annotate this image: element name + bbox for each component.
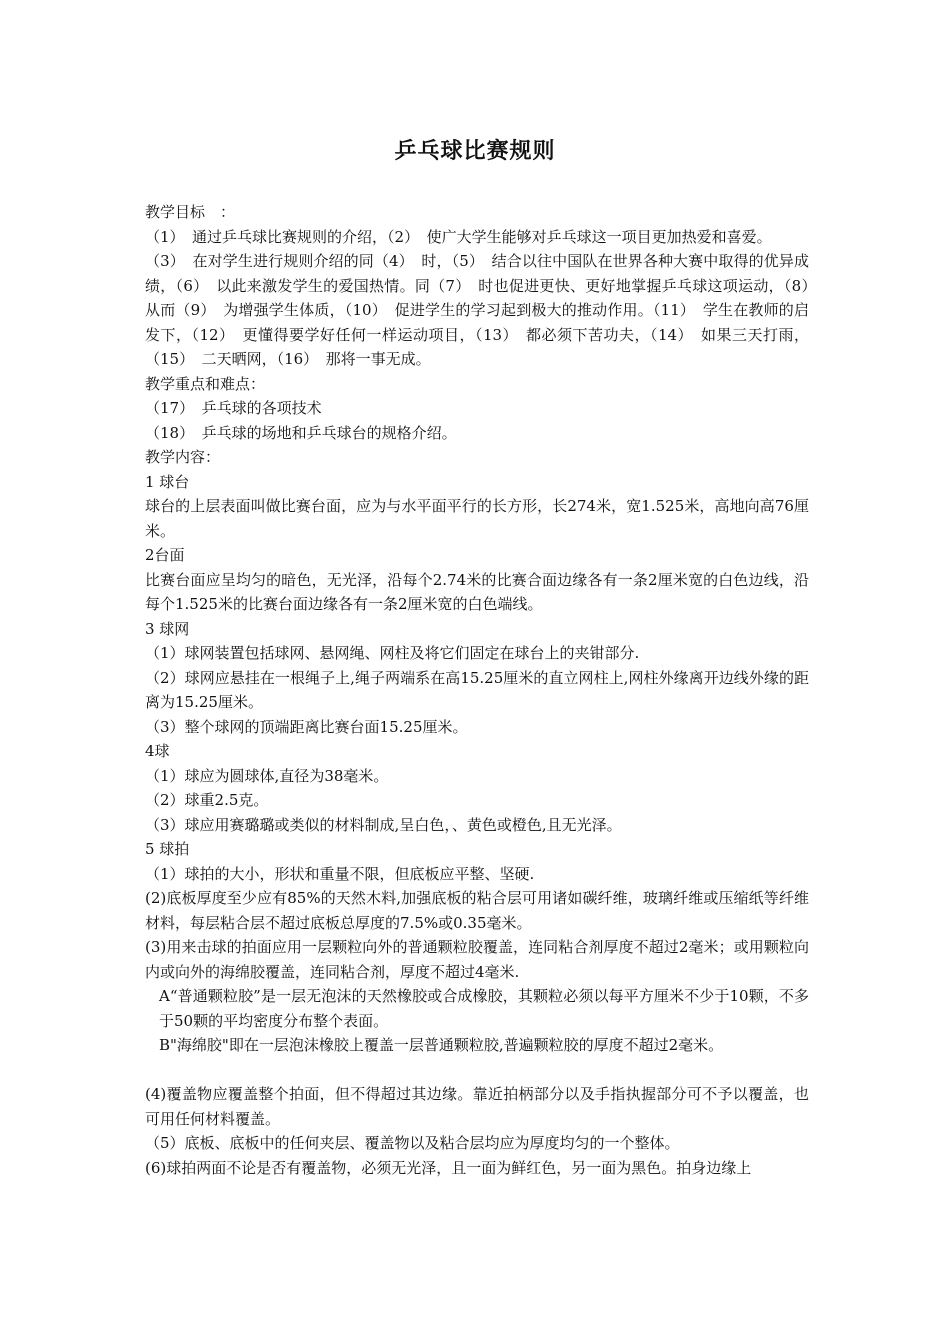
section-heading: 1 球台 bbox=[145, 472, 190, 491]
paragraph: （5）底板、底板中的任何夹层、覆盖物以及粘合层均应为厚度均匀的一个整体。 bbox=[145, 1134, 680, 1152]
section-heading: 4球 bbox=[145, 742, 170, 760]
blank-line bbox=[145, 1058, 809, 1083]
paragraph: 教学内容： bbox=[145, 448, 221, 466]
paragraph: （3）整个球网的顶端距离比赛台面15.25厘米。 bbox=[145, 717, 468, 736]
paragraph: (4)覆盖物应覆盖整个拍面，但不得超过其边缘。靠近拍柄部分以及手指执握部分可不予以覆盖，也可用任何材料覆盖。 bbox=[145, 1085, 809, 1128]
paragraph: （2）球网应悬挂在一根绳子上,绳子两端系在高15.25厘米的直立网柱上,网柱外缘离开边线外缘的距离为15.25厘米。 bbox=[145, 668, 809, 711]
paragraph: （1）球网装置包括球网、悬网绳、网柱及将它们固定在球台上的夹钳部分. bbox=[145, 644, 640, 662]
document-body bbox=[145, 200, 825, 1180]
section-heading: 5 球拍 bbox=[145, 840, 190, 858]
paragraph: 教学目标 ： bbox=[145, 203, 236, 221]
paragraph: A“普通颗粒胶”是一层无泡沫的天然橡胶或合成橡胶，其颗粒必须以每平方厘米不少于10颗，不多于50颗的平均密度分布整个表面。 bbox=[159, 987, 809, 1030]
paragraph: （18） 乒乓球的场地和乒乓球台的规格介绍。 bbox=[145, 423, 457, 442]
paragraph: 球台的上层表面叫做比赛台面，应为与水平面平行的长方形，长274米，宽1.525米，高地向高76厘米。 bbox=[145, 497, 809, 540]
paragraph: （1） 通过乒乓球比赛规则的介绍，（2） 使广大学生能够对乒乓球这一项目更加热爱和喜爱。 bbox=[145, 227, 772, 246]
paragraph: (2)底板厚度至少应有85%的天然木料,加强底板的粘合层可用诸如碳纤维，玻璃纤维或压缩纸等纤维材料，每层粘合层不超过底板总厚度的7.5%或0.35毫米。 bbox=[145, 889, 809, 932]
paragraph: （1）球应为圆球体,直径为38毫米。 bbox=[145, 766, 389, 785]
section-heading: 2台面 bbox=[145, 546, 185, 564]
paragraph: (3)用来击球的拍面应用一层颗粒向外的普通颗粒胶覆盖，连同粘合剂厚度不超过2毫米；或用颗粒向内或向外的海绵胶覆盖，连同粘合剂，厚度不超过4毫米. bbox=[145, 938, 809, 981]
paragraph: (6)球拍两面不论是否有覆盖物，必须无光泽，且一面为鲜红色，另一面为黑色。拍身边缘上 bbox=[145, 1158, 752, 1177]
paragraph: （3） 在对学生进行规则介绍的同（4） 时，（5） 结合以往中国队在世界各种大赛中取得的优异成绩，（6） 以此来激发学生的爱国热情。同（7） 时也促进更快、更好地掌握乒乓球这项运动，（8） 从而（9） 为增强学生体质，（10） 促进学生的学习起到极大的推动作用。（11） 学生在教师的启发下，（12） 更懂得要学好任何一样运动项目，（13） 都必须下苦功夫，（14） 如果三天打雨，（15） 二天晒网，（16） 那将一事无成。 bbox=[145, 252, 825, 368]
section-heading: 3 球网 bbox=[145, 619, 190, 638]
paragraph: B"海绵胶"即在一层泡沫橡胶上覆盖一层普通颗粒胶,普遍颗粒胶的厚度不超过2毫米。 bbox=[159, 1036, 724, 1054]
paragraph: （3）球应用赛璐璐或类似的材料制成,呈白色，、黄色或橙色,且无光泽。 bbox=[145, 815, 622, 834]
document-title: 乒乓球比赛规则 bbox=[394, 139, 556, 164]
paragraph: 教学重点和难点： bbox=[145, 374, 266, 393]
paragraph: （1）球拍的大小，形状和重量不限，但底板应平整、坚硬. bbox=[145, 864, 535, 883]
paragraph: （2）球重2.5克。 bbox=[145, 791, 269, 809]
paragraph: 比赛台面应呈均匀的暗色，无光泽，沿每个2.74米的比赛合面边缘各有一条2厘米宽的白色边线，沿每个1.525米的比赛台面边缘各有一条2厘米宽的白色端线。 bbox=[145, 570, 809, 613]
paragraph: （17） 乒乓球的各项技术 bbox=[145, 399, 322, 417]
